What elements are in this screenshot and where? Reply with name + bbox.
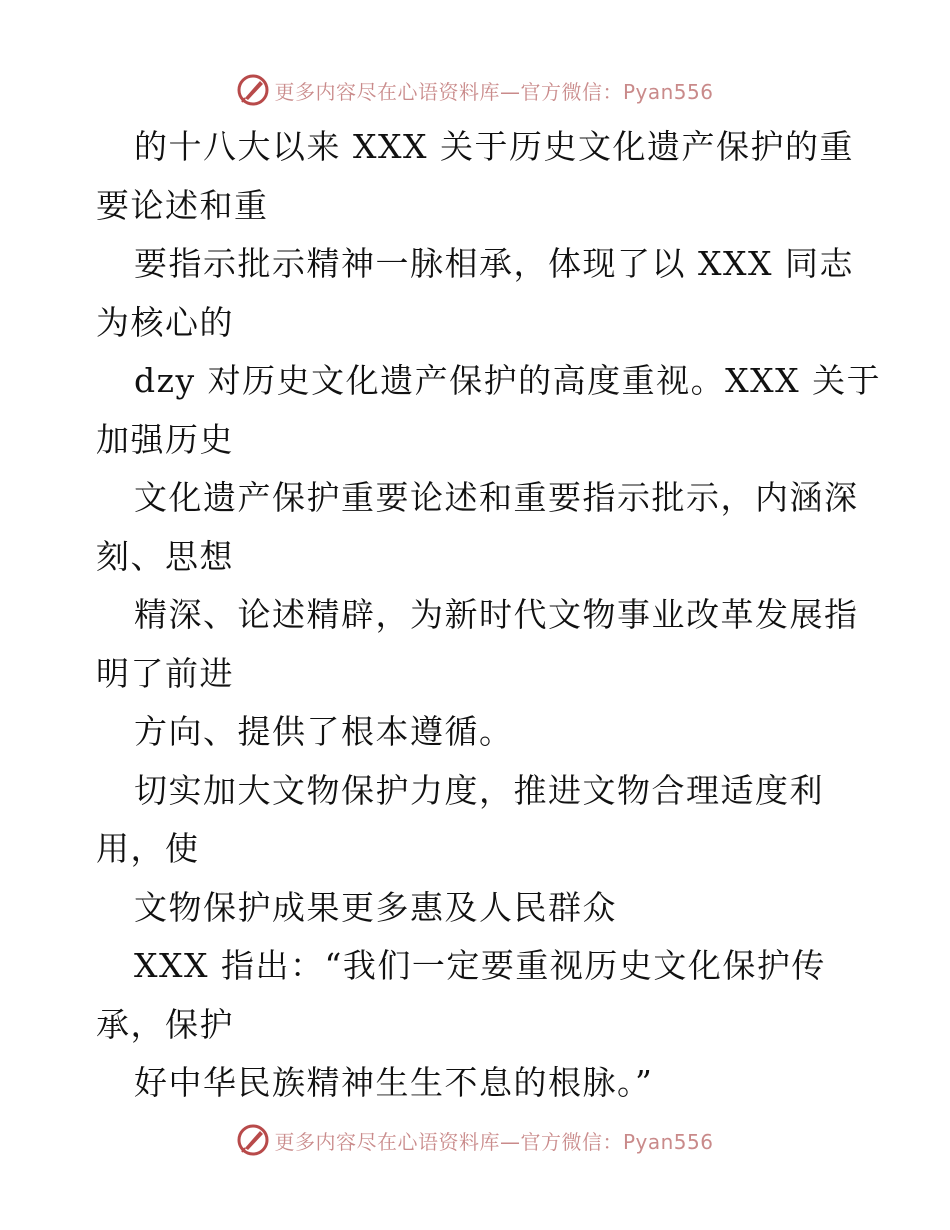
- text-line: 用，使: [96, 829, 200, 868]
- feather-pen-logo-icon: [236, 73, 270, 107]
- text-line: 要论述和重: [96, 185, 269, 225]
- text-line: 精深、论述精辟，为新时代文物事业改革发展指: [134, 595, 859, 634]
- footer-banner-text: 更多内容尽在心语资料库—官方微信：Pyan556: [274, 1129, 714, 1154]
- text-line: 明了前进: [96, 653, 234, 693]
- text-line: 刻、思想: [96, 536, 234, 576]
- text-line: 好中华民族精神生生不息的根脉。”: [134, 1063, 654, 1102]
- header-banner: [0, 70, 950, 110]
- footer-banner: [0, 1120, 950, 1160]
- text-line: 切实加大文物保护力度，推进文物合理适度利: [134, 770, 824, 810]
- feather-pen-logo-icon: [236, 1123, 270, 1157]
- text-line: 的十八大以来 XXX 关于历史文化遗产保护的重: [134, 127, 854, 166]
- header-banner-text: 更多内容尽在心语资料库—官方微信：Pyan556: [274, 79, 714, 104]
- text-line: 为核心的: [96, 302, 234, 342]
- text-line: 方向、提供了根本遵循。: [134, 712, 514, 751]
- text-line: 文物保护成果更多惠及人民群众: [134, 887, 617, 927]
- text-line: dzy 对历史文化遗产保护的高度重视。XXX 关于: [134, 361, 882, 400]
- document-body: [96, 118, 882, 1113]
- text-line: 要指示批示精神一脉相承，体现了以 XXX 同志: [134, 244, 854, 283]
- text-line: 承，保护: [96, 1004, 234, 1044]
- text-line: 文化遗产保护重要论述和重要指示批示，内涵深: [134, 478, 859, 517]
- text-line: 加强历史: [96, 419, 234, 459]
- text-line: XXX 指出：“我们一定要重视历史文化保护传: [134, 946, 826, 985]
